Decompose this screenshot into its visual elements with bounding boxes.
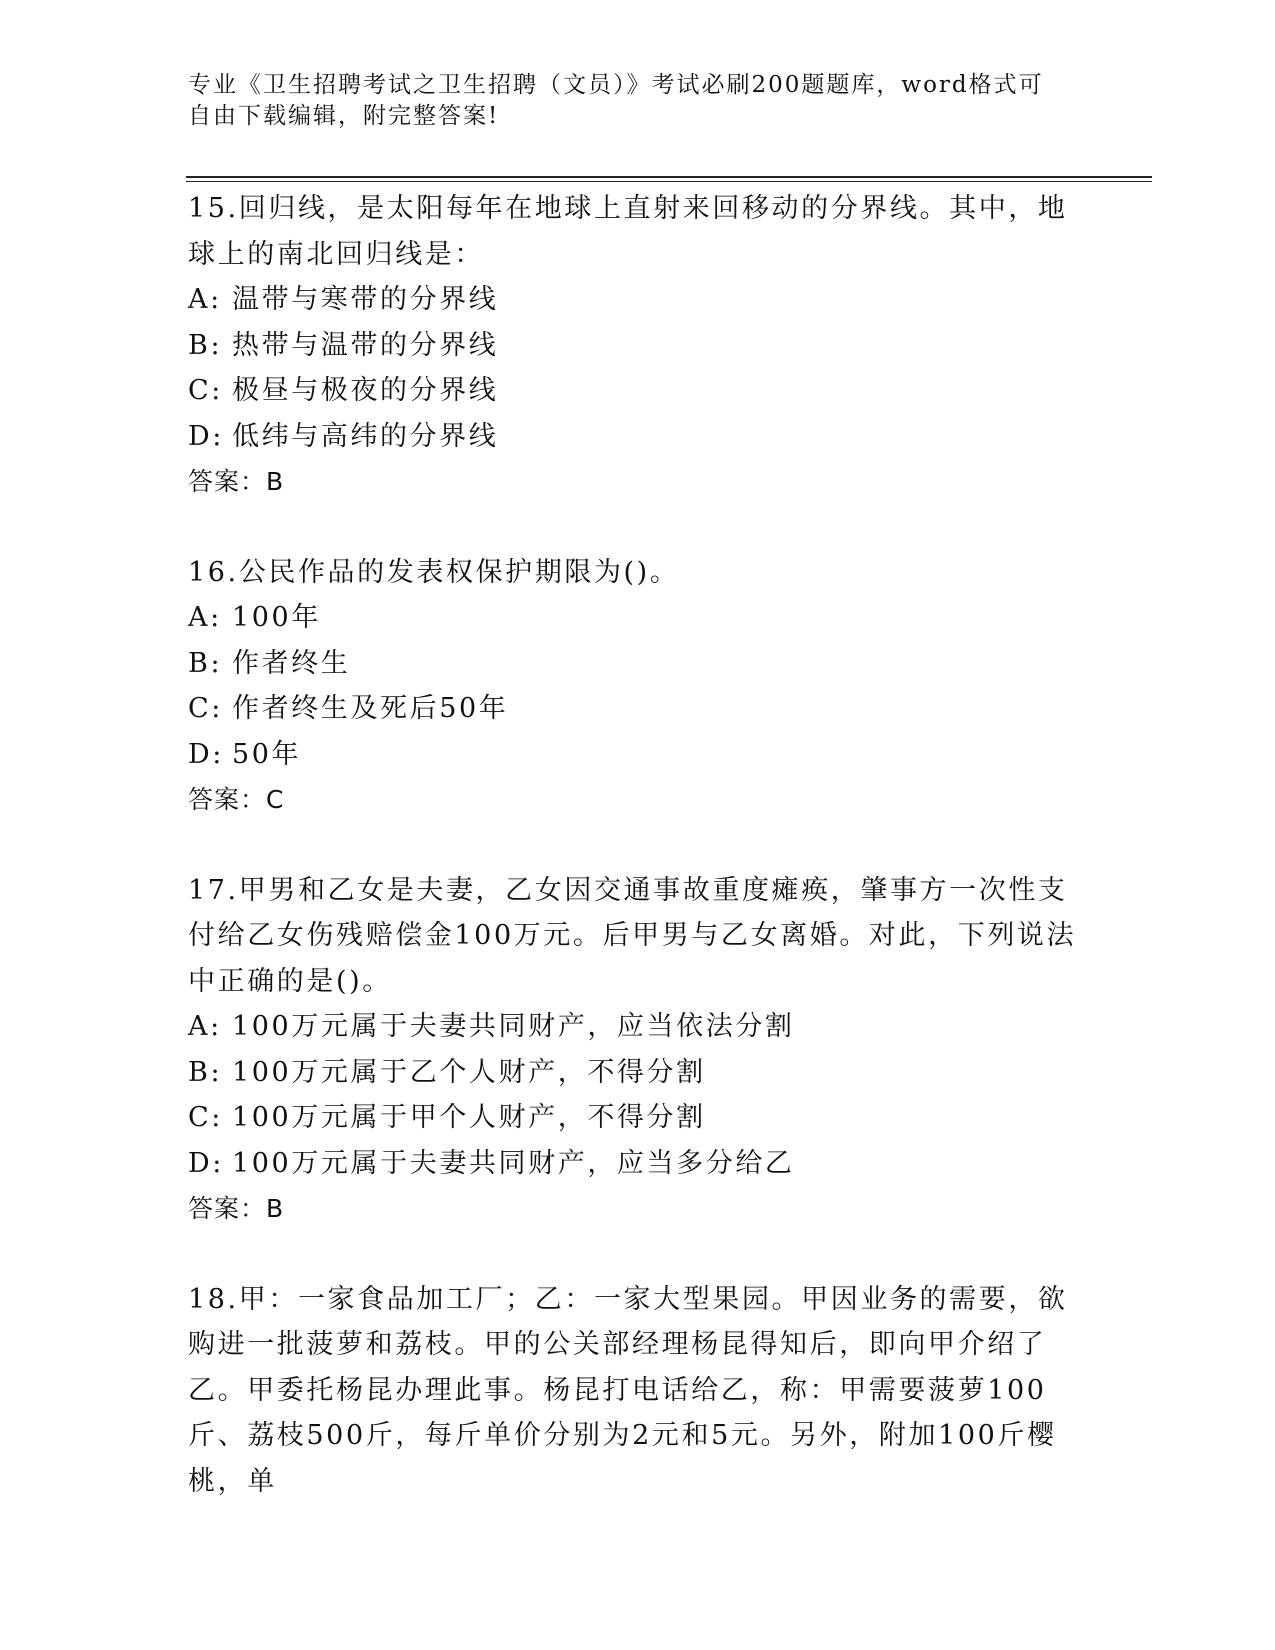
- option-d: [188, 732, 1088, 778]
- option-letter: D:: [188, 1147, 224, 1179]
- question-15: [188, 186, 1088, 505]
- option-text: 100年: [232, 602, 321, 633]
- answer-line: 答案：B: [188, 1194, 285, 1223]
- option-letter: B:: [188, 1056, 223, 1088]
- option-d: [188, 414, 1088, 460]
- option-text: 100万元属于夫妻共同财产，应当多分给乙: [232, 1147, 795, 1179]
- question-list: [188, 186, 1088, 1504]
- header-title: 专业《卫生招聘考试之卫生招聘（文员）》考试必刷200题题库，word格式可自由下载编辑，附完整答案!: [188, 72, 1044, 129]
- option-d: [188, 1141, 1088, 1187]
- option-letter: A:: [188, 284, 222, 315]
- question-stem: 16.公民作品的发表权保护期限为()。: [188, 556, 680, 588]
- option-c: [188, 686, 1088, 732]
- option-text: 作者终生及死后50年: [232, 693, 509, 724]
- header-divider-thin: [186, 181, 1152, 182]
- option-letter: A:: [188, 1011, 222, 1042]
- answer-line: 答案：C: [188, 785, 285, 814]
- option-text: 50年: [232, 738, 302, 770]
- option-c: [188, 1095, 1088, 1141]
- document-header: [188, 70, 1068, 132]
- option-letter: C:: [188, 693, 223, 724]
- option-text: 温带与寒带的分界线: [232, 284, 499, 315]
- option-b: [188, 1050, 1088, 1096]
- option-text: 100万元属于夫妻共同财产，应当依法分割: [232, 1011, 795, 1042]
- option-b: [188, 323, 1088, 369]
- question-17: [188, 868, 1088, 1232]
- option-text: 100万元属于乙个人财产，不得分割: [232, 1056, 706, 1088]
- header-divider-thick: [186, 176, 1152, 178]
- option-letter: B:: [188, 647, 223, 679]
- option-a: [188, 277, 1088, 323]
- option-text: 低纬与高纬的分界线: [232, 420, 499, 452]
- option-b: [188, 641, 1088, 687]
- option-letter: C:: [188, 1102, 223, 1133]
- answer-line: 答案：B: [188, 467, 285, 496]
- option-letter: A:: [188, 602, 222, 633]
- option-letter: D:: [188, 738, 224, 770]
- question-16: [188, 550, 1088, 823]
- option-text: 极昼与极夜的分界线: [232, 375, 499, 406]
- question-18: [188, 1277, 1088, 1505]
- option-text: 热带与温带的分界线: [232, 329, 499, 361]
- option-letter: C:: [188, 375, 223, 406]
- option-c: [188, 368, 1088, 414]
- option-letter: D:: [188, 420, 224, 452]
- option-text: 作者终生: [232, 647, 351, 679]
- question-stem: 17.甲男和乙女是夫妻，乙女因交通事故重度瘫痪，肇事方一次性支付给乙女伤残赔偿金100万元。后甲男与乙女离婚。对此，下列说法中正确的是()。: [188, 874, 1077, 997]
- option-text: 100万元属于甲个人财产，不得分割: [232, 1102, 706, 1133]
- question-stem: 15.回归线，是太阳每年在地球上直射来回移动的分界线。其中，地球上的南北回归线是：: [188, 193, 1068, 270]
- option-a: [188, 595, 1088, 641]
- question-stem: 18.甲：一家食品加工厂；乙：一家大型果园。甲因业务的需要，欲购进一批菠萝和荔枝。甲的公关部经理杨昆得知后，即向甲介绍了乙。甲委托杨昆办理此事。杨昆打电话给乙，称：甲需要菠萝100斤、荔枝500斤，每斤单价分别为2元和5元。另外，附加100斤樱桃，单: [188, 1283, 1068, 1497]
- option-letter: B:: [188, 329, 223, 361]
- option-a: [188, 1004, 1088, 1050]
